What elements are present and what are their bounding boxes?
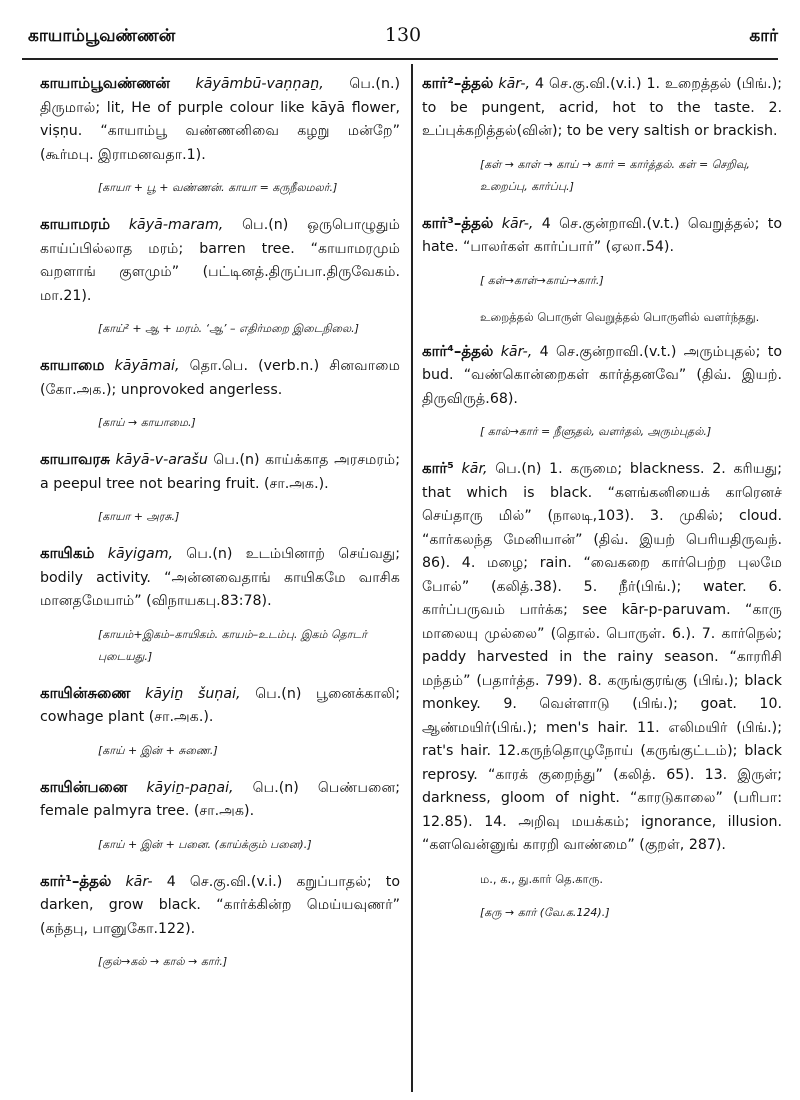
entry-body: 4 செ.குன்றாவி.(v.t.) வெறுத்தல்; to hate. “பாலர்கள் கார்ப்பார்” (ஏலா.54). [422, 215, 782, 255]
header-right-guideword: கார் [749, 26, 778, 46]
dictionary-entry [40, 448, 400, 496]
dictionary-entry [40, 213, 400, 308]
dictionary-entry [422, 340, 782, 412]
dictionary-entry [40, 682, 400, 730]
headword: கார்⁴–த்தல் [422, 341, 494, 360]
transliteration: kār- [125, 873, 153, 890]
etymology: [காயம்+இகம்–காயிகம். காயம்–உடம்பு. இகம் தொடர் புடையது.] [98, 627, 368, 663]
transliteration: kār-, [498, 76, 530, 92]
usage-note: உறைத்தல் பொருள் வெறுத்தல் பொருளில் வளர்ந்தது. [480, 309, 760, 324]
headword: காயாவரசு [40, 450, 111, 468]
headword: கார்¹–த்தல் [40, 871, 112, 890]
transliteration: kār-, [500, 343, 533, 360]
etymology: [குல்→கல் → கால் → கார்.] [98, 955, 228, 968]
dictionary-entry [422, 72, 782, 144]
etymology: [காய்² + ஆ + மரம். ‘ஆ’ – எதிர்மறை இடைநிலை.] [98, 322, 359, 335]
transliteration: kāyigam, [107, 546, 174, 562]
left-column [40, 72, 400, 1092]
headword: காயின்சுணை [40, 683, 131, 702]
transliteration: kāyā-v-arašu [115, 452, 208, 468]
entry-body: 4 செ.கு.வி.(v.i.) 1. உறைத்தல் (பிங்.); to be pungent, acrid, hot to the taste. 2. உப்புக்கறித்தல்(வின்); to be very saltish or brackish. [422, 76, 782, 139]
headword: காயாமை [40, 356, 105, 374]
etymology: [காய் + இன் + சுணை.] [98, 743, 218, 757]
entry-body: பெ.(n) காய்க்காத அரசமரம்; a peepul tree not bearing fruit. (சா.அக.). [40, 452, 400, 492]
etymology: [காயா + அரசு.] [98, 510, 180, 523]
entry-body: தொ.பெ. (verb.n.) சினவாமை (கோ.அக.); unprovoked angerless. [40, 358, 400, 398]
transliteration: kāyāmai, [114, 358, 180, 374]
right-column [422, 72, 782, 1092]
etymology: [ கள்→காள்→காய்→கார்.] [480, 273, 604, 287]
etymology: [காயா + பூ + வண்ணன். காயா = கருநீலமலர்.] [98, 181, 338, 194]
etymology: [ கால்→கார் = நீளுதல், வளர்தல், அரும்புதல்.] [480, 425, 712, 438]
header-left-guideword: காயாம்பூவண்ணன் [28, 26, 176, 46]
entry-body: பெ.(n) பூனைக்காலி; cowhage plant (சா.அக.). [40, 685, 400, 725]
cognates: ம., க., து.கார் தெ.காரு. [480, 871, 603, 886]
transliteration: kāyāmbū-vaṇṇaṉ, [195, 76, 324, 92]
etymology: [காய் + இன் + பனை. (காய்க்கும் பனை).] [98, 837, 312, 851]
header-rule [22, 58, 778, 60]
dictionary-entry [40, 542, 400, 614]
etymology: [கள் → காள் → காய் → கார் = கார்த்தல். கள் = செறிவு, உறைப்பு, கார்ப்பு.] [480, 157, 750, 193]
dictionary-entry [40, 354, 400, 402]
transliteration: kār, [461, 461, 488, 477]
transliteration: kāyiṉ-paṉai, [146, 779, 234, 796]
column-divider [411, 64, 413, 1092]
page-header [28, 20, 778, 54]
transliteration: kāyiṉ šuṇai, [145, 685, 241, 702]
page-number: 130 [384, 24, 422, 46]
entry-body: பெ.(n) உடம்பினாற் செய்வது; bodily activity. “அன்னவைதாங் காயிகமே வாசிக மானதமேயாம்” (விநாயகபு.83:78). [40, 546, 400, 609]
headword: காயிகம் [40, 544, 95, 562]
entry-body: 4 செ.கு.வி.(v.i.) கறுப்பாதல்; to darken, grow black. “கார்க்கின்ற மெய்யவுணர்” (கந்தபு, பானுகோ.122). [40, 873, 400, 937]
dictionary-entry [422, 212, 782, 260]
entry-body: பெ.(n) ஒருபொழுதும் காய்ப்பில்லாத மரம்; barren tree. “காயாமரமும் வறளாங் குளமும்” (பட்டினத்.திருப்பா.திருவேகம். மா.21). [40, 217, 400, 304]
transliteration: kāyā-maram, [128, 217, 224, 233]
etymology: [காய் → காயாமை.] [98, 416, 196, 429]
entry-body: பெ.(n.) திருமால்; lit, He of purple colour like kāyā flower, viṣṇu. “காயாம்பூ வண்ணனிவை கழறு மன்றே” (கூர்மபு. இராமனவதா.1). [40, 76, 400, 163]
headword: கார்²–த்தல் [422, 74, 494, 92]
etymology: [கரு → கார் (வே.க.124).] [480, 905, 610, 919]
dictionary-entry [40, 870, 400, 942]
entry-body: பெ.(n) பெண்பனை; female palmyra tree. (சா.அக). [40, 779, 400, 819]
headword: கார்⁵ [422, 459, 454, 477]
headword: காயாம்பூவண்ணன் [40, 74, 170, 92]
headword: கார்³–த்தல் [422, 213, 494, 232]
transliteration: kār-, [501, 215, 534, 232]
headword: காயின்பனை [40, 777, 128, 796]
entry-body: பெ.(n) 1. கருமை; blackness. 2. கரியது; that which is black. “களங்கனியைக் காரெனச் செய்தாரு மில்” (நாலடி,103). 3. முகில்; cloud. “கார்கலந்த மேனியான்” (திவ். இயற் பெரியதிருவந். 86). 4. மழை; rain. “வைகறை கார்பெற்ற புலமே போல்” (கலித்.38). 5. நீர்(பிங்.); water. 6. கார்ப்பருவம் பார்க்க; see kār-p-paruvam. “காரு மாலையு முல்லை” (தொல். பொருள். 6.). 7. கார்நெல்; paddy harvested in the rainy season. “காரரிசி மந்தம்” (பதார்த்த. 799). 8. கருங்குரங்கு (பிங்.); black monkey. 9. வெள்ளாடு (பிங்.); goat. 10. ஆண்மயிர்(பிங்.); men's hair. 11. எலிமயிர் (பிங்.); rat's hair. 12.கருந்தொழுநோய் (கருங்குட்டம்); black reprosy. “காரக் குறைந்து” (கலித். 65). 13. இருள்; darkness, gloom of night. “காரடுகாலை” (பரிபா: 12.85). 14. அறிவு மயக்கம்; ignorance, illusion. “களவென்னுங் காரறி வாண்மை” (குறள், 287). [422, 461, 782, 853]
dictionary-entry [40, 776, 400, 824]
dictionary-entry [422, 457, 782, 858]
dictionary-entry [40, 72, 400, 167]
entry-body: 4 செ.குன்றாவி.(v.t.) அரும்புதல்; to bud. “வண்கொன்றைகள் கார்த்தனவே” (திவ். இயற். திருவிருத்.68). [422, 343, 782, 407]
headword: காயாமரம் [40, 215, 111, 233]
